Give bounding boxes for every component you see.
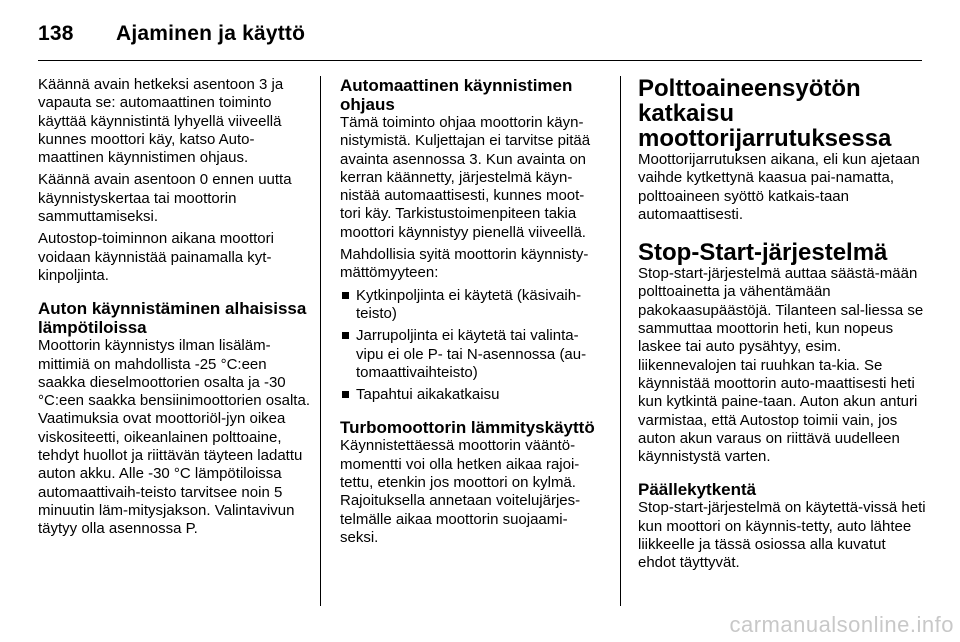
paragraph: Moottorijarrutuksen aikana, eli kun ajetaan vaihde kytkettynä kaasua pai-namatta, polttoaineen syöttö katkais-taan automaattisesti.: [638, 151, 920, 223]
column-divider: [320, 76, 321, 606]
paragraph: Mahdollisia syitä moottorin käynnisty-mättömyyteen:: [340, 246, 589, 282]
column-3: [638, 76, 926, 577]
list-item: Tapahtui aikakatkaisu: [340, 386, 604, 404]
column-1: [38, 76, 314, 543]
page-header: [38, 22, 305, 46]
paragraph: Stop-start-järjestelmä on käytettä-vissä heti kun moottori on käynnis-tetty, auto lähtee liikkeelle ja tässä osiossa alla kuvatut ehdot täyttyvät.: [638, 499, 926, 572]
section-heading-auto-start: Automaattinen käynnistimen ohjaus: [340, 76, 573, 114]
chapter-title: Ajaminen ja käyttö: [116, 22, 306, 45]
section-heading-activation: Päällekytkentä: [638, 480, 757, 500]
paragraph: Stop-start-järjestelmä auttaa säästä-mään polttoainetta ja vähentämään pakokaasupäästöjä. Tilanteen sal-liessa se sammuttaa moottorin heti, kun nopeus laskee tai auto pysähtyy, esim. liikennevalojen tai ruuhkan ta-kia. Se käynnistää moottorin auto-maattisesti heti kun kytkintä paine-taan. Auton akun anturi varmistaa, että Autostop toimii vain, jos auton akun varaus on riittävä uudelleen käynnistystä varten.: [638, 265, 924, 466]
paragraph: Moottorin käynnistys ilman lisäläm-mittimiä on mahdollista -25 °C:een saakka dieselmoottorien osalta ja -30 °C:een saakka bensiinimoottorien osalta. Vaatimuksia ovat moottoriöl-jyn oikea viskositeetti, oikeanlainen polttoaine, tehdyt huollot ja riittävän täyteen ladattu auton akku. Alle -30 °C lämpötiloissa automaattivaih-teisto tarvitsee noin 5 minuutin läm-mitysjakson. Valintavivun täytyy olla asennossa P.: [38, 337, 310, 538]
paragraph: Autostop-toiminnon aikana moottori voidaan käynnistää painamalla kyt-kinpoljinta.: [38, 230, 274, 284]
paragraph: Käynnistettäessä moottorin vääntö-momentti voi olla hetken aikaa rajoi-tettu, etenkin jos moottori on kylmä. Rajoituksella annetaan voitelujärjes-telmälle aikaa moottorin suojaami-seksi.: [340, 437, 581, 546]
bullet-list: [340, 287, 604, 405]
paragraph: Käännä avain asentoon 0 ennen uutta käynnistyskertaa tai moottorin sammuttamiseksi.: [38, 171, 292, 226]
watermark: carmanualsonline.info: [729, 612, 954, 637]
page-number: 138: [38, 22, 74, 45]
section-heading-cold-start: Auton käynnistäminen alhaisissa lämpötiloissa: [38, 299, 307, 338]
column-divider: [620, 76, 621, 606]
section-heading-fuel-cut: Polttoaineensyötön katkaisu moottorijarrutuksessa: [638, 75, 892, 152]
list-item: Kytkinpoljinta ei käytetä (käsivaih-teisto): [340, 287, 604, 324]
section-heading-stop-start: Stop-Start-järjestelmä: [638, 239, 888, 267]
column-2: [340, 76, 604, 551]
paragraph: Tämä toiminto ohjaa moottorin käyn-nistymistä. Kuljettajan ei tarvitse pitää avainta asennossa 3. Kun avainta on kerran käännetty, järjestelmä käyn-nistää automaattisesti, kunnes moot-tori käy. Tarkistustoimenpiteen takia moottori käynnistyy pienellä viiveellä.: [340, 114, 591, 241]
list-item: Jarrupoljinta ei käytetä tai valinta-vipu ei ole P- tai N-asennossa (au-tomaattivaihteisto): [340, 327, 604, 382]
section-heading-turbo: Turbomoottorin lämmityskäyttö: [340, 418, 595, 438]
paragraph: Käännä avain hetkeksi asentoon 3 ja vapauta se: automaattinen toiminto käyttää käynnistintä lyhyellä viiveellä kunnes moottori käy, katso Auto-maattinen käynnistimen ohjaus.: [38, 76, 284, 167]
header-rule: [38, 60, 922, 61]
